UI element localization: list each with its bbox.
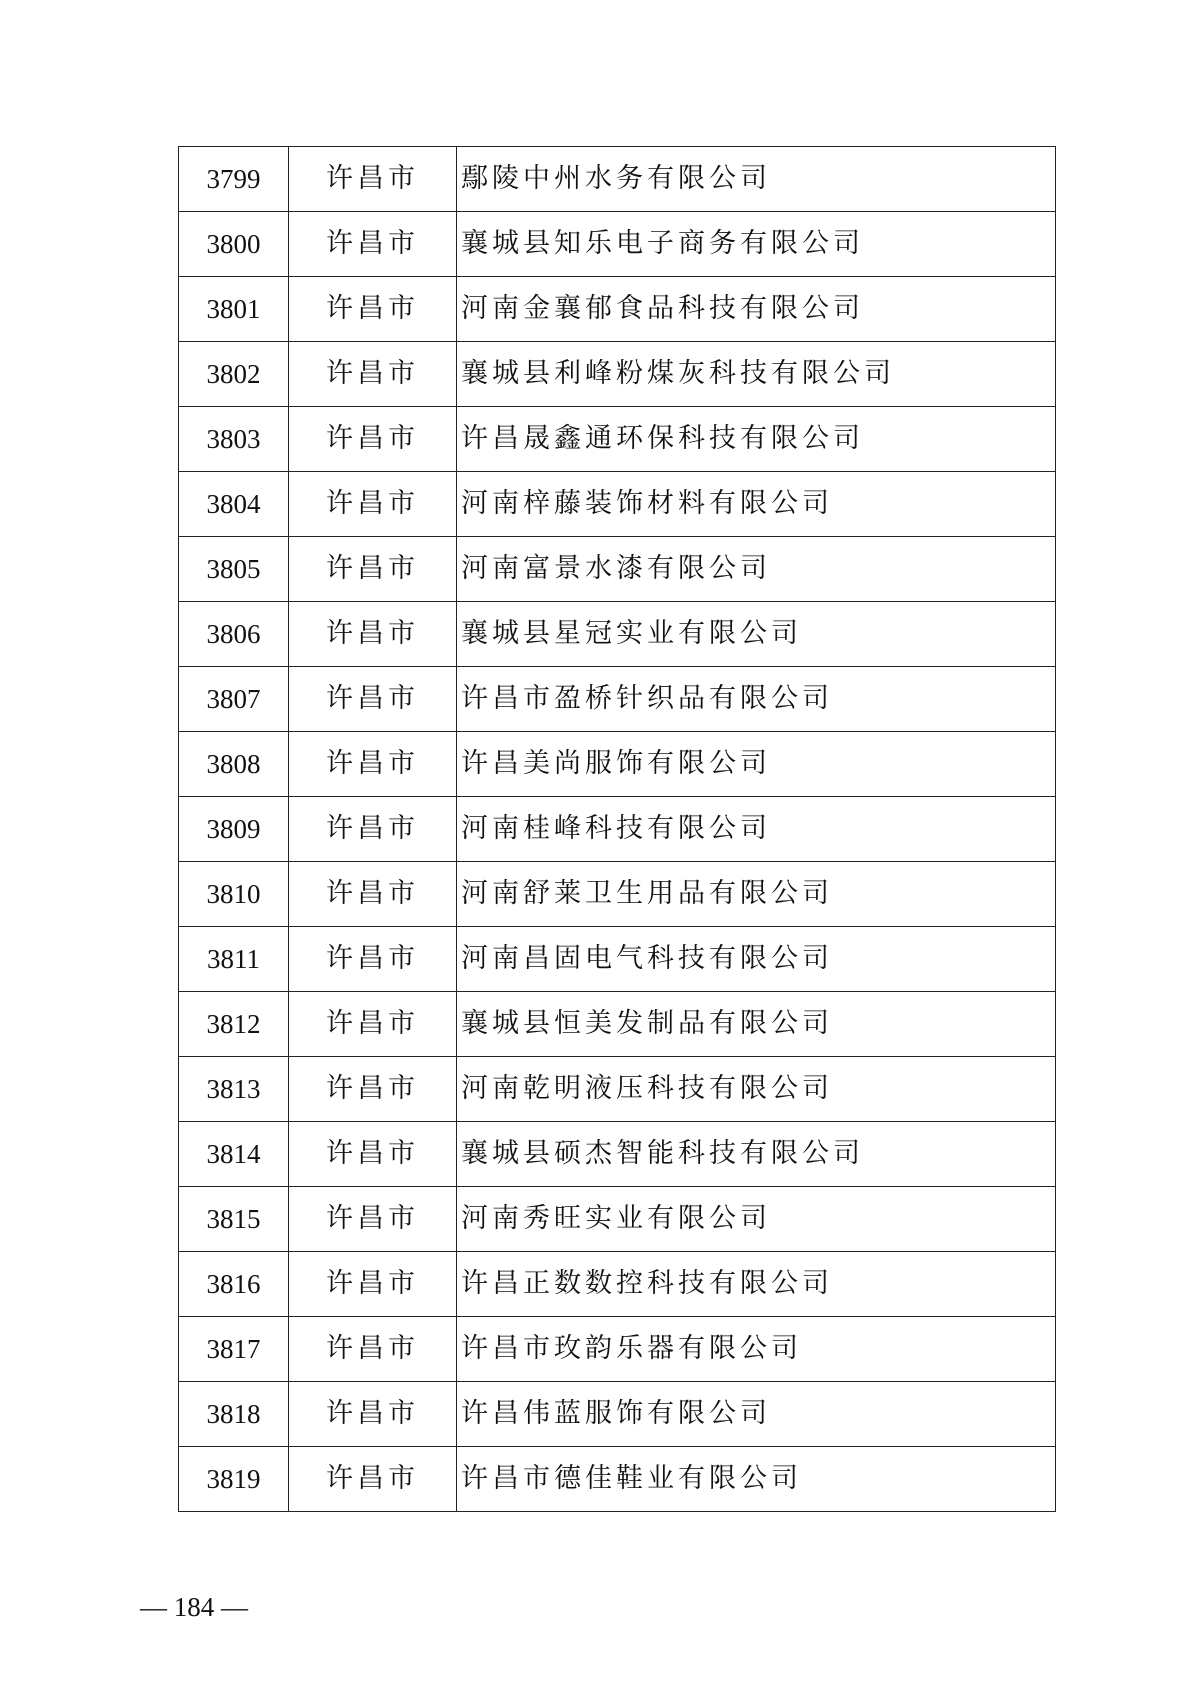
company-name-cell: 许昌伟蓝服饰有限公司 xyxy=(457,1382,1056,1447)
table-row xyxy=(179,732,1056,797)
company-name-cell: 许昌晟鑫通环保科技有限公司 xyxy=(457,407,1056,472)
serial-number-cell: 3805 xyxy=(179,537,289,602)
table-body xyxy=(179,147,1056,1512)
table-row xyxy=(179,797,1056,862)
company-name-cell: 襄城县知乐电子商务有限公司 xyxy=(457,212,1056,277)
serial-number-cell: 3809 xyxy=(179,797,289,862)
table-row xyxy=(179,927,1056,992)
serial-number-cell: 3816 xyxy=(179,1252,289,1317)
company-name-cell: 许昌美尚服饰有限公司 xyxy=(457,732,1056,797)
company-name-cell: 河南乾明液压科技有限公司 xyxy=(457,1057,1056,1122)
serial-number-cell: 3819 xyxy=(179,1447,289,1512)
city-cell: 许昌市 xyxy=(289,602,457,667)
company-name-cell: 河南金襄郁食品科技有限公司 xyxy=(457,277,1056,342)
serial-number-cell: 3806 xyxy=(179,602,289,667)
serial-number-cell: 3815 xyxy=(179,1187,289,1252)
table-row xyxy=(179,147,1056,212)
table-row xyxy=(179,602,1056,667)
city-cell: 许昌市 xyxy=(289,147,457,212)
table-row xyxy=(179,862,1056,927)
city-cell: 许昌市 xyxy=(289,1187,457,1252)
company-name-cell: 襄城县硕杰智能科技有限公司 xyxy=(457,1122,1056,1187)
table-row xyxy=(179,1382,1056,1447)
company-name-cell: 河南梓藤装饰材料有限公司 xyxy=(457,472,1056,537)
city-cell: 许昌市 xyxy=(289,992,457,1057)
table-row xyxy=(179,407,1056,472)
city-cell: 许昌市 xyxy=(289,1447,457,1512)
serial-number-cell: 3803 xyxy=(179,407,289,472)
city-cell: 许昌市 xyxy=(289,862,457,927)
company-name-cell: 许昌正数数控科技有限公司 xyxy=(457,1252,1056,1317)
table-row xyxy=(179,1252,1056,1317)
city-cell: 许昌市 xyxy=(289,407,457,472)
table-row xyxy=(179,667,1056,732)
city-cell: 许昌市 xyxy=(289,277,457,342)
city-cell: 许昌市 xyxy=(289,1122,457,1187)
table-row xyxy=(179,537,1056,602)
table-row xyxy=(179,342,1056,407)
city-cell: 许昌市 xyxy=(289,472,457,537)
serial-number-cell: 3817 xyxy=(179,1317,289,1382)
serial-number-cell: 3814 xyxy=(179,1122,289,1187)
company-name-cell: 许昌市玫韵乐器有限公司 xyxy=(457,1317,1056,1382)
serial-number-cell: 3801 xyxy=(179,277,289,342)
company-name-cell: 鄢陵中州水务有限公司 xyxy=(457,147,1056,212)
city-cell: 许昌市 xyxy=(289,927,457,992)
city-cell: 许昌市 xyxy=(289,537,457,602)
serial-number-cell: 3808 xyxy=(179,732,289,797)
company-name-cell: 河南舒莱卫生用品有限公司 xyxy=(457,862,1056,927)
table-row xyxy=(179,1122,1056,1187)
serial-number-cell: 3811 xyxy=(179,927,289,992)
company-name-cell: 襄城县星冠实业有限公司 xyxy=(457,602,1056,667)
table-row xyxy=(179,277,1056,342)
table-row xyxy=(179,212,1056,277)
table-row xyxy=(179,1447,1056,1512)
company-name-cell: 河南桂峰科技有限公司 xyxy=(457,797,1056,862)
page-number: — 184 — xyxy=(140,1592,248,1622)
city-cell: 许昌市 xyxy=(289,1252,457,1317)
city-cell: 许昌市 xyxy=(289,1317,457,1382)
city-cell: 许昌市 xyxy=(289,342,457,407)
table-row xyxy=(179,992,1056,1057)
company-name-cell: 河南秀旺实业有限公司 xyxy=(457,1187,1056,1252)
city-cell: 许昌市 xyxy=(289,667,457,732)
serial-number-cell: 3818 xyxy=(179,1382,289,1447)
city-cell: 许昌市 xyxy=(289,1057,457,1122)
serial-number-cell: 3812 xyxy=(179,992,289,1057)
serial-number-cell: 3799 xyxy=(179,147,289,212)
company-name-cell: 许昌市盈桥针织品有限公司 xyxy=(457,667,1056,732)
city-cell: 许昌市 xyxy=(289,1382,457,1447)
serial-number-cell: 3807 xyxy=(179,667,289,732)
company-name-cell: 襄城县恒美发制品有限公司 xyxy=(457,992,1056,1057)
company-name-cell: 许昌市德佳鞋业有限公司 xyxy=(457,1447,1056,1512)
company-name-cell: 河南富景水漆有限公司 xyxy=(457,537,1056,602)
city-cell: 许昌市 xyxy=(289,732,457,797)
serial-number-cell: 3804 xyxy=(179,472,289,537)
table-row xyxy=(179,1057,1056,1122)
serial-number-cell: 3813 xyxy=(179,1057,289,1122)
table-row xyxy=(179,1317,1056,1382)
city-cell: 许昌市 xyxy=(289,797,457,862)
company-list-table xyxy=(178,146,1056,1512)
company-name-cell: 河南昌固电气科技有限公司 xyxy=(457,927,1056,992)
serial-number-cell: 3802 xyxy=(179,342,289,407)
table-row xyxy=(179,472,1056,537)
company-name-cell: 襄城县利峰粉煤灰科技有限公司 xyxy=(457,342,1056,407)
city-cell: 许昌市 xyxy=(289,212,457,277)
table-row xyxy=(179,1187,1056,1252)
serial-number-cell: 3810 xyxy=(179,862,289,927)
serial-number-cell: 3800 xyxy=(179,212,289,277)
